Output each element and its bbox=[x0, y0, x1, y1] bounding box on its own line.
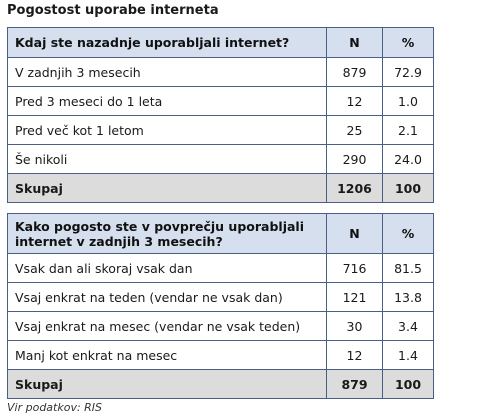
table-row bbox=[8, 341, 434, 370]
row-percent: 3.4 bbox=[383, 312, 434, 341]
row-n: 12 bbox=[327, 87, 383, 116]
row-n: 30 bbox=[327, 312, 383, 341]
row-percent: 81.5 bbox=[383, 254, 434, 283]
total-n: 879 bbox=[327, 370, 383, 399]
page-title: Pogostost uporabe interneta bbox=[7, 3, 219, 18]
percent-header: % bbox=[383, 28, 434, 58]
row-label: Manj kot enkrat na mesec bbox=[8, 341, 327, 370]
table-row bbox=[8, 254, 434, 283]
row-n: 716 bbox=[327, 254, 383, 283]
row-label: Pred 3 meseci do 1 leta bbox=[8, 87, 327, 116]
table-row bbox=[8, 87, 434, 116]
total-label: Skupaj bbox=[8, 370, 327, 399]
row-label: Vsaj enkrat na teden (vendar ne vsak dan) bbox=[8, 283, 327, 312]
row-n: 879 bbox=[327, 58, 383, 87]
row-n: 121 bbox=[327, 283, 383, 312]
table-header-row bbox=[8, 28, 434, 58]
percent-header: % bbox=[383, 214, 434, 254]
question-header: Kako pogosto ste v povprečju uporabljali internet v zadnjih 3 mesecih? bbox=[8, 214, 327, 254]
total-n: 1206 bbox=[327, 174, 383, 203]
row-label: Vsaj enkrat na mesec (vendar ne vsak teden) bbox=[8, 312, 327, 341]
total-row bbox=[8, 174, 434, 203]
table-row bbox=[8, 283, 434, 312]
row-label: Pred več kot 1 letom bbox=[8, 116, 327, 145]
table-row bbox=[8, 312, 434, 341]
n-header: N bbox=[327, 214, 383, 254]
table-row bbox=[8, 58, 434, 87]
row-label: Vsak dan ali skoraj vsak dan bbox=[8, 254, 327, 283]
row-label: Še nikoli bbox=[8, 145, 327, 174]
total-percent: 100 bbox=[383, 370, 434, 399]
n-header: N bbox=[327, 28, 383, 58]
total-label: Skupaj bbox=[8, 174, 327, 203]
table-row bbox=[8, 116, 434, 145]
last-use-table bbox=[7, 27, 434, 203]
total-row bbox=[8, 370, 434, 399]
row-percent: 13.8 bbox=[383, 283, 434, 312]
row-n: 25 bbox=[327, 116, 383, 145]
row-percent: 1.4 bbox=[383, 341, 434, 370]
row-percent: 2.1 bbox=[383, 116, 434, 145]
total-percent: 100 bbox=[383, 174, 434, 203]
frequency-table bbox=[7, 213, 434, 399]
data-source-note: Vir podatkov: RIS bbox=[7, 401, 103, 414]
row-label: V zadnjih 3 mesecih bbox=[8, 58, 327, 87]
row-n: 12 bbox=[327, 341, 383, 370]
question-header: Kdaj ste nazadnje uporabljali internet? bbox=[8, 28, 327, 58]
row-percent: 24.0 bbox=[383, 145, 434, 174]
table-header-row bbox=[8, 214, 434, 254]
row-percent: 72.9 bbox=[383, 58, 434, 87]
row-percent: 1.0 bbox=[383, 87, 434, 116]
row-n: 290 bbox=[327, 145, 383, 174]
table-row bbox=[8, 145, 434, 174]
